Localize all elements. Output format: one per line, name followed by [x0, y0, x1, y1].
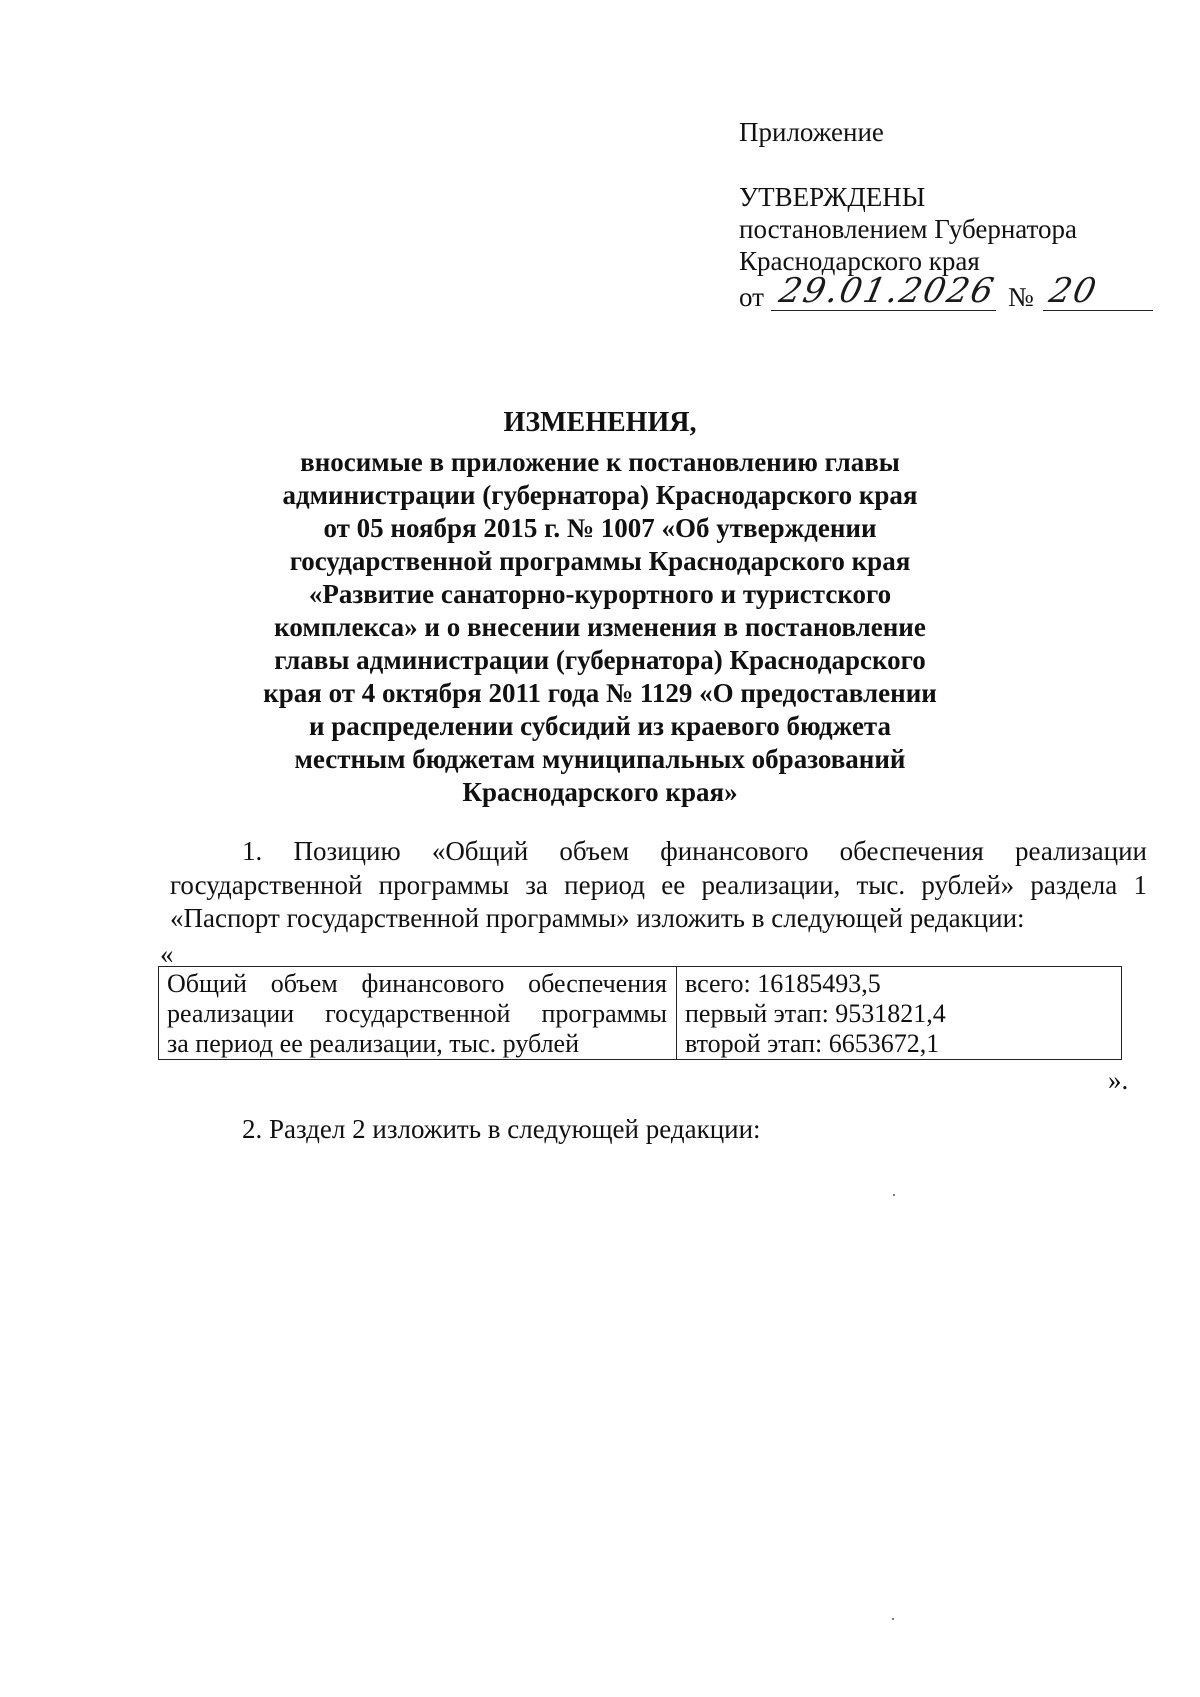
title-line-1: вносимые в приложение к постановлению главы	[300, 447, 900, 477]
title-line-4: государственной программы Краснодарского края	[289, 546, 911, 576]
title-line-11: Краснодарского края»	[462, 777, 738, 807]
paragraph-2: 2. Раздел 2 изложить в следующей редакции:	[242, 1114, 761, 1144]
approved-by-line-1: постановлением Губернатора	[739, 214, 1077, 244]
number-prefix: №	[1008, 282, 1034, 312]
table-total-value: всего: 16185493,5	[685, 969, 881, 998]
table-label-line-1: Общий объем финансового обеспечения	[167, 969, 667, 998]
open-quote: «	[160, 939, 174, 969]
table-stage-2-value: второй этап: 6653672,1	[685, 1029, 940, 1058]
title-line-9: и распределении субсидий из краевого бюджета	[308, 711, 892, 741]
approved-label: УТВЕРЖДЕНЫ	[739, 182, 926, 212]
title-line-7: главы администрации (губернатора) Краснодарского	[274, 645, 926, 675]
appendix-label: Приложение	[739, 117, 884, 147]
title-line-10: местным бюджетам муниципальных образований	[294, 744, 906, 774]
close-quote: ».	[1108, 1065, 1129, 1095]
scan-speck	[893, 1194, 895, 1196]
title-line-5: «Развитие санаторно-курортного и туристского	[308, 579, 892, 609]
approved-by-line-2: Краснодарского края	[739, 246, 980, 276]
table-label-line-3: за период ее реализации, тыс. рублей	[167, 1029, 580, 1058]
number-handwritten: 20	[1045, 271, 1102, 311]
table-label-cell	[159, 967, 677, 1059]
paragraph-1-line-2: государственной программы за период ее реализации, тыс. рублей» раздела 1	[170, 870, 1147, 900]
title-line-2: администрации (губернатора) Краснодарского края	[282, 480, 918, 510]
date-prefix: от	[739, 282, 764, 312]
title-line-6: комплекса» и о внесении изменения в постановление	[274, 612, 926, 642]
table-label-line-2: реализации государственной программы	[167, 999, 667, 1028]
title-line-8: края от 4 октября 2011 года № 1129 «О предоставлении	[263, 678, 937, 708]
scan-speck	[892, 1618, 894, 1620]
paragraph-1-line-3: «Паспорт государственной программы» изложить в следующей редакции:	[170, 903, 1025, 933]
document-heading: ИЗМЕНЕНИЯ,	[503, 407, 697, 438]
date-handwritten: 29.01.2026	[775, 271, 999, 311]
financing-table	[158, 966, 1122, 1060]
table-stage-1-value: первый этап: 9531821,4	[685, 999, 946, 1028]
paragraph-1-line-1: 1. Позицию «Общий объем финансового обеспечения реализации	[242, 836, 1147, 866]
table-value-cell	[677, 967, 1121, 1059]
title-line-3: от 05 ноября 2015 г. № 1007 «Об утверждении	[323, 513, 877, 543]
